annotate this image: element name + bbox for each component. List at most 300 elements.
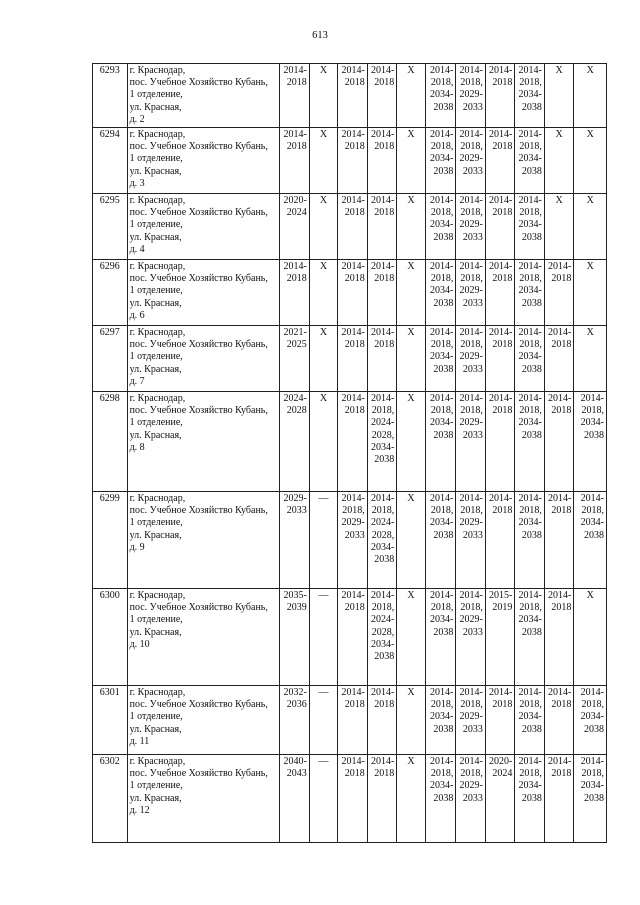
period-cell xyxy=(425,392,456,492)
address-line: ул. Красная, xyxy=(129,429,182,441)
cell-line: 2029- xyxy=(283,493,307,504)
row-number: 6293 xyxy=(93,64,128,128)
cell-line: 2014- xyxy=(341,756,365,767)
cell-line: 2014- xyxy=(429,393,454,404)
cell-line: X xyxy=(407,65,415,76)
period-cell xyxy=(397,589,425,686)
cell-line: 2018, xyxy=(460,141,483,153)
cell-line: 2014- xyxy=(341,261,365,272)
cell-line: 2014- xyxy=(580,493,604,504)
address-line: г. Краснодар, xyxy=(129,393,186,404)
cell-line: 2018 xyxy=(492,505,513,517)
cell-line: 2034- xyxy=(518,285,542,297)
cell-line: X xyxy=(407,393,415,404)
cell-line: 2018 xyxy=(344,405,365,417)
cell-line: 2034- xyxy=(429,614,454,626)
address-line: ул. Красная, xyxy=(129,792,182,804)
cell-line: X xyxy=(586,129,594,140)
cell-line: 2018, xyxy=(342,505,365,517)
cell-line: 2018, xyxy=(430,505,454,517)
cell-line: 2034- xyxy=(518,153,542,165)
cell-line: 2018 xyxy=(344,699,365,711)
period-cell xyxy=(485,260,515,326)
cell-line: 2014- xyxy=(341,393,365,404)
period-cell xyxy=(515,64,545,128)
period-cell xyxy=(280,260,310,326)
cell-line: 2029- xyxy=(459,780,483,792)
cell-line: 2035- xyxy=(283,590,307,601)
period-cell xyxy=(397,64,425,128)
cell-line: 2043 xyxy=(286,768,307,780)
cell-line: X xyxy=(555,65,563,76)
period-cell xyxy=(574,686,607,755)
address-line: пос. Учебное Хозяйство Кубань, xyxy=(129,207,268,219)
cell-line: 2034- xyxy=(580,780,604,792)
period-cell xyxy=(367,492,397,589)
cell-line: 2018, xyxy=(519,699,542,711)
cell-line: 2014- xyxy=(548,327,572,338)
cell-line: 2018 xyxy=(492,699,513,711)
period-cell xyxy=(338,128,368,194)
period-cell xyxy=(309,589,337,686)
cell-line: 2014- xyxy=(548,590,572,601)
cell-line: 2033 xyxy=(462,529,483,541)
period-cell xyxy=(456,686,486,755)
period-cell xyxy=(397,392,425,492)
cell-line: 2014- xyxy=(341,687,365,698)
cell-line: 2018 xyxy=(344,77,365,89)
period-cell xyxy=(338,492,368,589)
cell-line: 2024 xyxy=(286,207,307,219)
period-cell xyxy=(397,492,425,589)
period-cell xyxy=(456,194,486,260)
cell-line: 2028, xyxy=(371,626,395,638)
address-line: ул. Красная, xyxy=(129,297,182,309)
cell-line: 2014- xyxy=(548,756,572,767)
period-cell xyxy=(397,260,425,326)
table-row xyxy=(93,260,607,326)
cell-line: 2029- xyxy=(459,614,483,626)
cell-line: 2018, xyxy=(519,273,542,285)
cell-line: 2038 xyxy=(433,429,454,441)
cell-line: 2014- xyxy=(429,756,454,767)
cell-line: 2038 xyxy=(433,165,454,177)
cell-line: 2018, xyxy=(460,505,483,517)
cell-line: 2034- xyxy=(429,285,454,297)
cell-line: X xyxy=(407,756,415,767)
cell-line: 2014- xyxy=(341,65,365,76)
cell-line: 2038 xyxy=(521,363,542,375)
address-line: 1 отделение, xyxy=(129,351,183,363)
cell-line: 2033 xyxy=(462,165,483,177)
period-cell xyxy=(309,194,337,260)
period-cell xyxy=(425,755,456,843)
period-cell xyxy=(515,589,545,686)
cell-line: X xyxy=(319,129,328,140)
cell-line: 2018, xyxy=(460,699,483,711)
cell-line: 2014- xyxy=(459,590,483,601)
cell-line: X xyxy=(407,327,415,338)
cell-line: X xyxy=(407,687,415,698)
address-line: д. 12 xyxy=(129,804,150,816)
period-cell xyxy=(456,260,486,326)
address-line: пос. Учебное Хозяйство Кубань, xyxy=(129,505,268,517)
period-cell xyxy=(485,326,515,392)
cell-line: 2018 xyxy=(492,273,513,285)
cell-line: X xyxy=(407,590,415,601)
cell-line: 2014- xyxy=(459,195,483,206)
cell-line: 2034- xyxy=(370,638,395,650)
cell-line: 2018, xyxy=(430,77,454,89)
address-line: ул. Красная, xyxy=(129,363,182,375)
cell-line: X xyxy=(407,493,415,504)
cell-line: 2034- xyxy=(429,780,454,792)
cell-line: 2036 xyxy=(286,699,307,711)
cell-line: 2014- xyxy=(370,756,395,767)
cell-line: 2029- xyxy=(341,517,365,529)
cell-line: 2034- xyxy=(429,711,454,723)
table-row xyxy=(93,755,607,843)
period-cell xyxy=(574,260,607,326)
address-line: 1 отделение, xyxy=(129,89,183,101)
cell-line: 2014- xyxy=(459,327,483,338)
cell-line: 2018, xyxy=(581,405,604,417)
address-cell xyxy=(127,194,280,260)
row-number: 6294 xyxy=(93,128,128,194)
cell-line: 2014- xyxy=(283,261,307,272)
period-cell xyxy=(280,686,310,755)
cell-line: 2014- xyxy=(518,327,542,338)
period-cell xyxy=(280,589,310,686)
period-cell xyxy=(280,64,310,128)
period-cell xyxy=(456,64,486,128)
period-cell xyxy=(338,64,368,128)
cell-line: 2014- xyxy=(370,327,395,338)
cell-line: 2018, xyxy=(519,768,542,780)
cell-line: 2038 xyxy=(374,454,395,466)
address-line: 1 отделение, xyxy=(129,517,183,529)
cell-line: 2018 xyxy=(286,273,307,285)
cell-line: 2018, xyxy=(460,405,483,417)
cell-line: 2018, xyxy=(430,405,454,417)
cell-line: 2014- xyxy=(489,261,513,272)
row-number: 6297 xyxy=(93,326,128,392)
cell-line: 2014- xyxy=(341,590,365,601)
cell-line: 2029- xyxy=(459,417,483,429)
period-cell xyxy=(367,64,397,128)
period-cell xyxy=(574,392,607,492)
address-line: г. Краснодар, xyxy=(129,756,186,767)
address-line: ул. Красная, xyxy=(129,101,182,113)
address-line: г. Краснодар, xyxy=(129,65,186,76)
cell-line: 2018 xyxy=(344,207,365,219)
period-cell xyxy=(485,392,515,492)
cell-line: 2014- xyxy=(459,65,483,76)
cell-line: 2029- xyxy=(459,285,483,297)
period-cell xyxy=(574,194,607,260)
period-cell xyxy=(485,128,515,194)
cell-line: 2018, xyxy=(581,699,604,711)
cell-line: 2014- xyxy=(518,590,542,601)
row-number: 6295 xyxy=(93,194,128,260)
address-line: д. 7 xyxy=(129,375,145,387)
period-cell xyxy=(280,392,310,492)
period-cell xyxy=(425,194,456,260)
cell-line: 2014- xyxy=(429,590,454,601)
period-cell xyxy=(338,392,368,492)
cell-line: 2025 xyxy=(286,339,307,351)
cell-line: 2014- xyxy=(580,687,604,698)
cell-line: X xyxy=(586,590,594,601)
cell-line: 2018, xyxy=(581,505,604,517)
cell-line: 2018 xyxy=(492,207,513,219)
period-cell xyxy=(574,755,607,843)
period-cell xyxy=(280,128,310,194)
cell-line: 2034- xyxy=(518,89,542,101)
period-cell xyxy=(425,64,456,128)
period-cell xyxy=(338,589,368,686)
address-cell xyxy=(127,128,280,194)
cell-line: 2029- xyxy=(459,89,483,101)
cell-line: 2018 xyxy=(551,339,572,351)
cell-line: 2014- xyxy=(518,756,542,767)
cell-line: 2018 xyxy=(344,141,365,153)
period-cell xyxy=(515,492,545,589)
period-cell xyxy=(425,326,456,392)
cell-line: 2018, xyxy=(430,339,454,351)
cell-line: X xyxy=(407,261,415,272)
period-cell xyxy=(309,392,337,492)
period-cell xyxy=(515,755,545,843)
cell-line: 2033 xyxy=(286,505,307,517)
cell-line: 2038 xyxy=(584,429,604,441)
page-number: 613 xyxy=(312,30,328,41)
cell-line: 2014- xyxy=(429,195,454,206)
cell-line: 2034- xyxy=(518,351,542,363)
cell-line: 2038 xyxy=(433,101,454,113)
address-line: д. 2 xyxy=(129,113,145,125)
cell-line: 2028, xyxy=(371,529,395,541)
cell-line: 2014- xyxy=(370,493,395,504)
cell-line: 2018 xyxy=(286,77,307,89)
cell-line: 2014- xyxy=(489,493,513,504)
cell-line: 2018 xyxy=(374,141,395,153)
cell-line: 2014- xyxy=(548,493,572,504)
cell-line: 2014- xyxy=(459,493,483,504)
period-cell xyxy=(425,686,456,755)
cell-line: 2018, xyxy=(519,207,542,219)
cell-line: 2018, xyxy=(460,339,483,351)
cell-line: 2038 xyxy=(374,651,395,663)
cell-line: — xyxy=(318,687,329,698)
period-cell xyxy=(309,492,337,589)
address-line: пос. Учебное Хозяйство Кубань, xyxy=(129,405,268,417)
period-cell xyxy=(485,686,515,755)
cell-line: 2018 xyxy=(286,141,307,153)
cell-line: 2038 xyxy=(521,429,542,441)
address-line: ул. Красная, xyxy=(129,626,182,638)
cell-line: 2014- xyxy=(429,327,454,338)
cell-line: 2038 xyxy=(521,297,542,309)
cell-line: X xyxy=(319,327,328,338)
cell-line: 2038 xyxy=(584,792,604,804)
cell-line: 2018, xyxy=(430,768,454,780)
period-cell xyxy=(425,260,456,326)
address-cell xyxy=(127,492,280,589)
cell-line: 2018, xyxy=(519,405,542,417)
address-line: д. 3 xyxy=(129,177,145,189)
cell-line: 2033 xyxy=(344,529,365,541)
address-line: ул. Красная, xyxy=(129,165,182,177)
table-row xyxy=(93,194,607,260)
address-cell xyxy=(127,589,280,686)
cell-line: 2034- xyxy=(429,417,454,429)
cell-line: 2018 xyxy=(551,768,572,780)
period-cell xyxy=(456,492,486,589)
table-body xyxy=(93,64,607,843)
cell-line: X xyxy=(407,195,415,206)
cell-line: X xyxy=(586,195,594,206)
cell-line: 2038 xyxy=(584,723,604,735)
cell-line: 2038 xyxy=(521,626,542,638)
period-cell xyxy=(574,128,607,194)
cell-line: 2014- xyxy=(518,65,542,76)
cell-line: X xyxy=(319,261,328,272)
cell-line: 2034- xyxy=(429,89,454,101)
cell-line: 2014- xyxy=(283,65,307,76)
cell-line: 2018, xyxy=(430,602,454,614)
cell-line: 2014- xyxy=(370,195,395,206)
period-cell xyxy=(367,260,397,326)
cell-line: 2014- xyxy=(283,129,307,140)
cell-line: X xyxy=(555,195,563,206)
cell-line: 2038 xyxy=(433,626,454,638)
period-cell xyxy=(544,589,574,686)
row-number: 6298 xyxy=(93,392,128,492)
cell-line: 2018 xyxy=(551,602,572,614)
cell-line: X xyxy=(319,65,328,76)
table-row xyxy=(93,128,607,194)
table-row xyxy=(93,392,607,492)
period-cell xyxy=(574,492,607,589)
cell-line: 2018 xyxy=(374,768,395,780)
cell-line: 2038 xyxy=(433,723,454,735)
cell-line: 2018 xyxy=(551,699,572,711)
address-line: д. 9 xyxy=(129,541,145,553)
cell-line: 2014- xyxy=(459,393,483,404)
cell-line: 2014- xyxy=(518,493,542,504)
cell-line: 2014- xyxy=(341,195,365,206)
address-line: пос. Учебное Хозяйство Кубань, xyxy=(129,602,268,614)
period-cell xyxy=(309,64,337,128)
cell-line: 2014- xyxy=(429,65,454,76)
period-cell xyxy=(515,260,545,326)
cell-line: 2020- xyxy=(489,756,513,767)
address-line: г. Краснодар, xyxy=(129,129,186,140)
cell-line: 2024- xyxy=(283,393,307,404)
address-line: г. Краснодар, xyxy=(129,195,186,206)
cell-line: 2018 xyxy=(492,77,513,89)
address-line: 1 отделение, xyxy=(129,285,183,297)
cell-line: 2014- xyxy=(370,129,395,140)
cell-line: 2020- xyxy=(283,195,307,206)
cell-line: 2014- xyxy=(370,590,395,601)
cell-line: 2034- xyxy=(370,441,395,453)
cell-line: 2038 xyxy=(433,231,454,243)
cell-line: 2014- xyxy=(459,687,483,698)
period-cell xyxy=(515,128,545,194)
cell-line: 2018 xyxy=(374,339,395,351)
cell-line: 2018 xyxy=(551,505,572,517)
period-cell xyxy=(544,755,574,843)
cell-line: — xyxy=(318,493,329,504)
cell-line: 2014- xyxy=(459,129,483,140)
cell-line: 2014- xyxy=(489,687,513,698)
cell-line: X xyxy=(407,129,415,140)
cell-line: 2018, xyxy=(519,77,542,89)
cell-line: 2014- xyxy=(370,65,395,76)
period-cell xyxy=(515,392,545,492)
row-number: 6296 xyxy=(93,260,128,326)
cell-line: 2014- xyxy=(518,195,542,206)
period-cell xyxy=(338,686,368,755)
cell-line: 2033 xyxy=(462,231,483,243)
period-cell xyxy=(309,260,337,326)
period-cell xyxy=(397,755,425,843)
period-cell xyxy=(425,589,456,686)
cell-line: 2014- xyxy=(429,493,454,504)
cell-line: 2034- xyxy=(429,153,454,165)
cell-line: 2018, xyxy=(460,602,483,614)
address-line: пос. Учебное Хозяйство Кубань, xyxy=(129,77,268,89)
cell-line: X xyxy=(586,327,594,338)
cell-line: — xyxy=(318,756,329,767)
cell-line: 2014- xyxy=(548,687,572,698)
cell-line: 2024- xyxy=(370,614,395,626)
cell-line: 2033 xyxy=(462,297,483,309)
cell-line: 2018, xyxy=(519,602,542,614)
address-line: д. 11 xyxy=(129,735,150,747)
cell-line: 2018 xyxy=(374,207,395,219)
cell-line: 2018 xyxy=(551,273,572,285)
address-line: пос. Учебное Хозяйство Кубань, xyxy=(129,141,268,153)
period-cell xyxy=(367,326,397,392)
address-cell xyxy=(127,392,280,492)
cell-line: 2018, xyxy=(460,207,483,219)
cell-line: 2038 xyxy=(584,529,604,541)
cell-line: 2014- xyxy=(341,129,365,140)
period-cell xyxy=(485,194,515,260)
address-line: ул. Красная, xyxy=(129,723,182,735)
cell-line: 2014- xyxy=(518,393,542,404)
cell-line: 2034- xyxy=(429,219,454,231)
table-row xyxy=(93,326,607,392)
period-cell xyxy=(367,128,397,194)
cell-line: 2029- xyxy=(459,219,483,231)
cell-line: 2018, xyxy=(519,339,542,351)
cell-line: 2028, xyxy=(371,429,395,441)
period-cell xyxy=(397,326,425,392)
address-line: д. 10 xyxy=(129,638,150,650)
cell-line: 2038 xyxy=(433,297,454,309)
cell-line: 2034- xyxy=(580,517,604,529)
period-cell xyxy=(367,392,397,492)
cell-line: 2014- xyxy=(518,687,542,698)
period-cell xyxy=(280,755,310,843)
period-cell xyxy=(544,128,574,194)
registry-table xyxy=(92,63,607,843)
cell-line: 2033 xyxy=(462,101,483,113)
